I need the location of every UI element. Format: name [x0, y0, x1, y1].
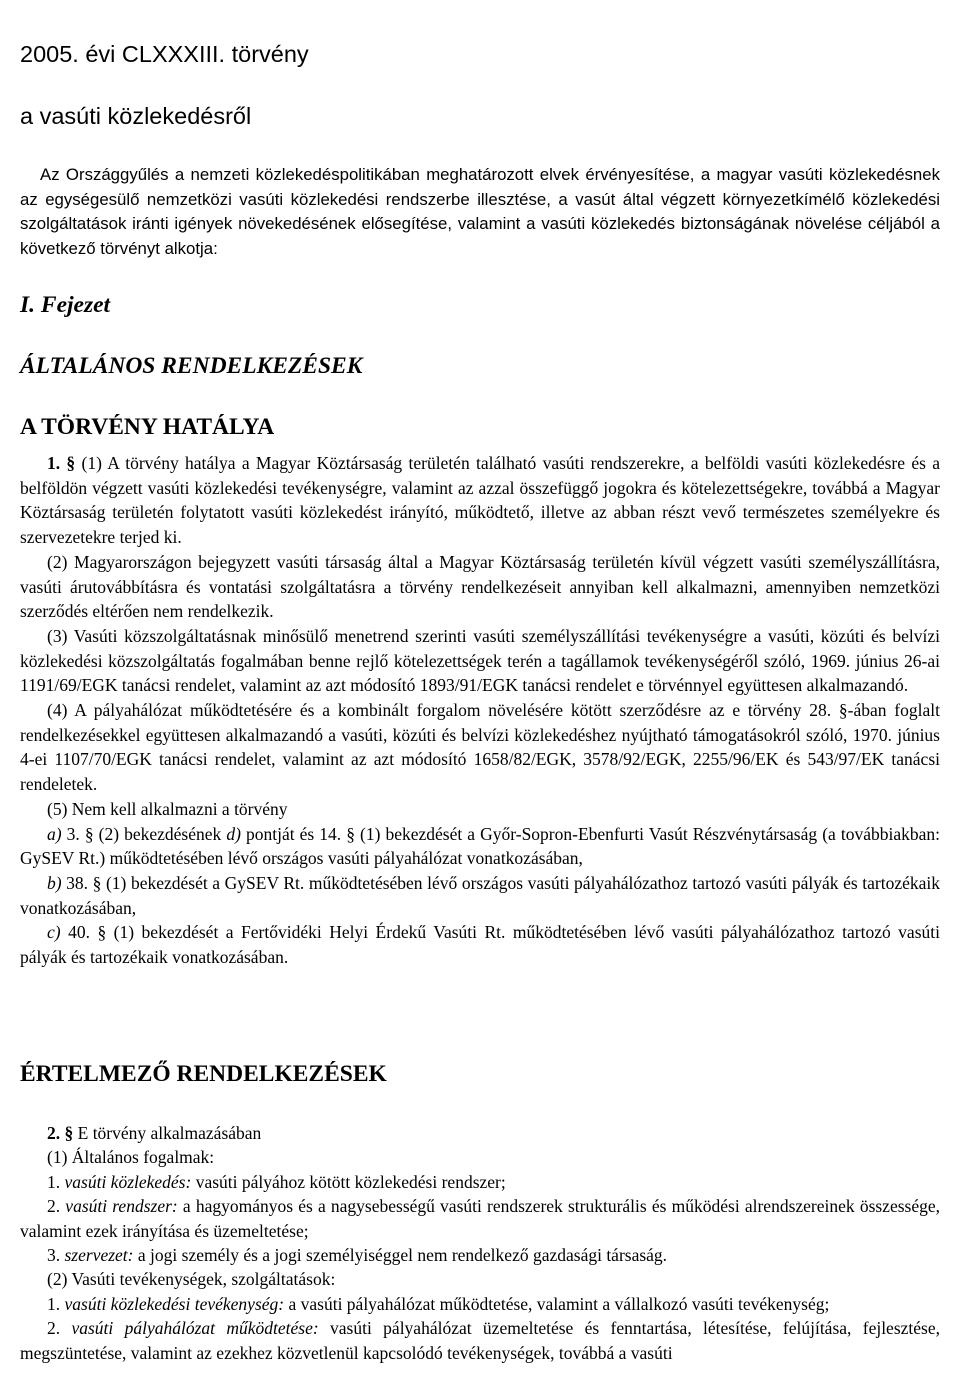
definition-number: 1.: [47, 1293, 65, 1314]
preamble: Az Országgyűlés a nemzeti közlekedéspolitikában meghatározott elvek érvényesítése, a magyar vasúti közlekedésnek az egységesülő nemzetközi vasúti közlekedési rendszerbe illesztése, a vasút által végzett környezetkímélő közlekedési szolgáltatások iránti igények növekedésének elősegítése, valamint a vasúti közlekedés biztonságának növelése céljából a következő törvényt alkotja:: [20, 165, 940, 258]
chapter-number: I. Fejezet: [20, 292, 111, 318]
definition-term: vasúti közlekedés:: [64, 1171, 192, 1192]
definition-activity-1: [20, 1292, 940, 1316]
paragraph-2-2: (2) Vasúti tevékenységek, szolgáltatások:: [47, 1269, 336, 1290]
point-b: [20, 871, 940, 920]
definition-number: 2.: [47, 1196, 66, 1217]
definition-3: [20, 1243, 940, 1267]
definition-term: vasúti rendszer:: [65, 1196, 178, 1217]
point-text: 3. § (2) bekezdésének: [61, 823, 227, 844]
definition-activity-2: [20, 1316, 940, 1365]
law-title: 2005. évi CLXXXIII. törvény: [20, 41, 309, 67]
section-number: 2. §: [47, 1123, 74, 1143]
paragraph-1-5: (5) Nem kell alkalmazni a törvény: [47, 798, 288, 819]
paragraph-1-2: (2) Magyarországon bejegyzett vasúti társaság által a Magyar Köztársaság területén kívül végzett vasúti személyszállításra, vasúti árutovábbításra és vontatási szolgáltatásra a törvény rendelkezéseit annyiban kell alkalmazni, amennyiben nemzetközi szerződés eltérően nem rendelkezik.: [20, 551, 940, 622]
section-heading-definitions: ÉRTELMEZŐ RENDELKEZÉSEK: [20, 1061, 387, 1087]
section-heading-scope: A TÖRVÉNY HATÁLYA: [20, 414, 275, 440]
definition-number: 2.: [47, 1318, 72, 1339]
definition-text: vasúti pályához kötött közlekedési rendszer;: [191, 1171, 506, 1192]
section-number: 1. §: [47, 453, 76, 473]
law-subtitle: a vasúti közlekedésről: [20, 103, 252, 129]
point-a: [20, 822, 940, 871]
paragraph-text: (1) A törvény hatálya a Magyar Köztársaság területén található vasúti rendszerekre, a belföldi vasúti közlekedésre és a belföldön végzett vasúti közlekedési tevékenységre, valamint az azzal összefüggő jogokra és kötelezettségekre, továbbá a Magyar Köztársaság területén folytatott vasúti közlekedést irányító, működtető, illetve az abban részt vevő természetes személyekre és szervezetekre terjed ki.: [20, 453, 940, 548]
definition-1: [20, 1170, 940, 1194]
definition-number: 3.: [47, 1245, 65, 1266]
point-c: [20, 920, 940, 969]
definition-2: [20, 1194, 940, 1243]
section-1-body: [20, 451, 940, 970]
paragraph-1-4: (4) A pályahálózat működtetésére és a kombinált forgalom növelésére kötött szerződésre az e törvény 28. §-ában foglalt rendelkezésekkel együttesen alkalmazandó a vasúti, közúti és belvízi közlekedéshez nyújtható támogatásokról szóló, 1970. június 4-ei 1107/70/EGK tanácsi rendelet, valamint az azt módosító 1658/82/EGK, 3578/92/EGK, 2255/96/EK és 543/97/EK tanácsi rendeletek.: [20, 700, 940, 795]
point-text: 40. § (1) bekezdését a Fertővidéki Helyi Érdekű Vasúti Rt. működtetésében lévő vasúti pályahálózathoz tartozó vasúti pályák és tartozékaik vonatkozásában.: [20, 922, 940, 968]
section-2-body: [20, 1121, 940, 1365]
definition-text: a hagyományos és a nagysebességű vasúti rendszerek strukturális és működési alrendszereinek összessége, valamint ezek irányítása és üzemeltetése;: [20, 1196, 940, 1241]
point-text: 38. § (1) bekezdését a GySEV Rt. működtetésében lévő országos vasúti pályahálózathoz tartozó vasúti pályák és tartozékaik vonatkozásában,: [20, 872, 940, 918]
paragraph-1-1: [20, 451, 940, 550]
chapter-title: ÁLTALÁNOS RENDELKEZÉSEK: [20, 353, 363, 379]
point-label: b): [47, 872, 62, 893]
definition-text: a jogi személy és a jogi személyiséggel nem rendelkező gazdasági társaság.: [133, 1245, 668, 1266]
paragraph-text: E törvény alkalmazásában: [73, 1123, 262, 1143]
definition-term: vasúti pályahálózat működtetése:: [71, 1318, 319, 1339]
point-label: c): [47, 922, 61, 943]
point-label: a): [47, 823, 62, 844]
point-text: pontját és 14. § (1) bekezdését a Győr-Sopron-Ebenfurti Vasút Részvénytársaság (a továbbiakban: GySEV Rt.) működtetésében lévő országos vasúti pályahálózat vonatkozásában,: [20, 823, 940, 869]
point-label: d): [226, 823, 241, 844]
paragraph-1-3: (3) Vasúti közszolgáltatásnak minősülő menetrend szerinti vasúti személyszállítási tevékenységre a vasúti, közúti és belvízi közlekedési közszolgáltatás fogalmában benne rejlő kötelezettségek terén a tagállamok tevékenységéről szóló, 1969. június 26-ai 1191/69/EGK tanácsi rendelet, valamint az azt módosító 1893/91/EGK tanácsi rendelet e törvénnyel együttesen alkalmazandó.: [20, 625, 940, 696]
definition-term: vasúti közlekedési tevékenység:: [64, 1293, 285, 1314]
section-2-intro: [20, 1121, 940, 1145]
definition-text: a vasúti pályahálózat működtetése, valamint a vállalkozó vasúti tevékenység;: [284, 1293, 830, 1314]
definition-number: 1.: [47, 1171, 65, 1192]
definition-term: szervezet:: [64, 1245, 134, 1266]
paragraph-2-1: (1) Általános fogalmak:: [47, 1147, 215, 1168]
definition-text: vasúti pályahálózat üzemeltetése és fenntartása, létesítése, felújítása, fejlesztése, megszüntetése, valamint az ezekhez közvetlenül kapcsolódó tevékenységek, továbbá a vasúti: [20, 1318, 940, 1363]
